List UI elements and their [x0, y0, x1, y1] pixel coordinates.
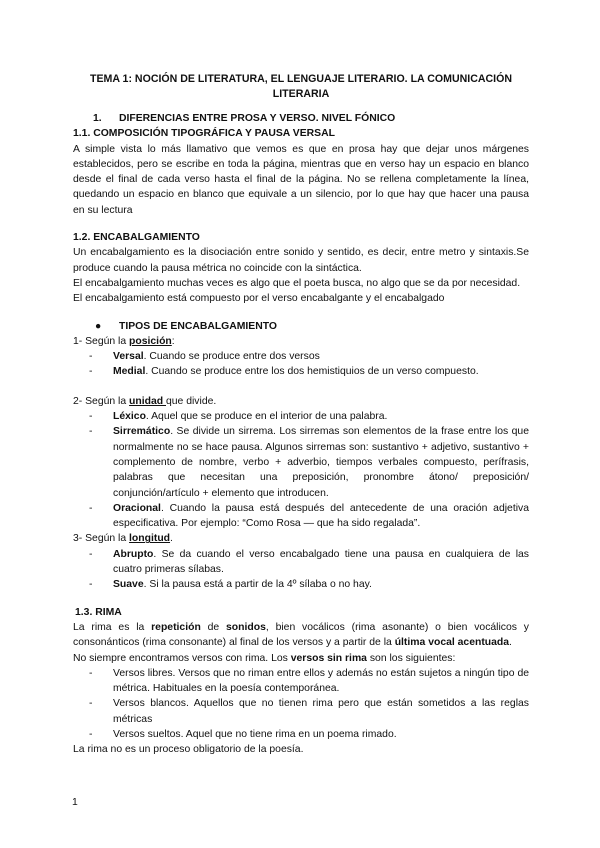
- dash-marker: -: [89, 698, 93, 710]
- section-number: 1.: [93, 113, 102, 124]
- group-prefix: 2- Según la: [73, 395, 130, 407]
- paragraph-rima-closing: La rima no es un proceso obligatorio de la poesía.: [73, 744, 304, 756]
- list-item: [89, 409, 529, 424]
- item-term: Versal: [113, 351, 144, 363]
- list-item: [89, 696, 529, 727]
- subsection-heading-1-1: 1.1. COMPOSICIÓN TIPOGRÁFICA Y PAUSA VERSAL: [73, 128, 335, 140]
- list-item: [89, 364, 529, 379]
- group-longitud-list: [73, 547, 529, 593]
- item-text: . Cuando se produce entre los dos hemistiquios de un verso compuesto.: [145, 366, 479, 378]
- versos-sin-rima-list: [73, 666, 529, 742]
- paragraph-composicion: A simple vista lo más llamativo que vemos es que en prosa hay que dejar unos márgenes establecidos, pero se escribe en toda la página, mientras que en verso hay un espacio en blanco desde el final de cada verso hasta el final de la página. No se rellena completamente la línea, quedando un espacio en blanco que equivale a un silencio, por lo que hay que hacer una pausa en su lectura: [73, 143, 529, 216]
- dash-marker: -: [89, 351, 93, 363]
- list-item: [89, 501, 529, 532]
- paragraph-rima-1: La rima es la repetición de sonidos, bien vocálicos (rima asonante) o bien vocálicos y consonánticos (rima consonante) al final de los versos y a partir de la última vocal acentuada.: [73, 621, 529, 649]
- item-text: Versos blancos. Aquellos que no tienen rima pero que están sometidos a las reglas métricas: [113, 698, 529, 725]
- group-posicion-list: [73, 349, 529, 380]
- item-text: . Se divide un sirrema. Los sirremas son elementos de la frase entre los que normalmente no se hace pausa. Algunos sirremas son: sustantivo + adjetivo, sustantivo + complemento de nombre, verbo + adverbio, tiempos verbales compuesto, perífrasis, palabras que necesitan una preposición, pronombre átono/ preposición/ conjunción/artículo + elemento que introducen.: [113, 426, 529, 499]
- document-body: [73, 72, 529, 758]
- paragraph-rima-2: No siempre encontramos versos con rima. Los versos sin rima son los siguientes:: [73, 652, 456, 664]
- dash-marker: -: [89, 411, 93, 423]
- bullet-icon: ●: [95, 320, 102, 332]
- group-prefix: 1- Según la: [73, 335, 130, 347]
- dash-marker: -: [89, 548, 93, 560]
- item-text: Versos sueltos. Aquel que no tiene rima en un poema rimado.: [113, 728, 397, 740]
- section-title: DIFERENCIAS ENTRE PROSA Y VERSO. NIVEL FÓNICO: [119, 113, 396, 124]
- paragraph-encabalgamiento-2: El encabalgamiento muchas veces es algo que el poeta busca, no algo que se da por necesidad.: [73, 277, 521, 289]
- dash-marker: -: [89, 426, 93, 438]
- item-text: . Se da cuando el verso encabalgado tiene una pausa en cualquiera de las cuatro primeras sílabas.: [113, 548, 529, 576]
- group-suffix: .: [170, 533, 173, 545]
- tipos-heading: [95, 319, 529, 334]
- group-key: longitud: [129, 533, 171, 545]
- item-text: . Si la pausa está a partir de la 4º sílaba o no hay.: [143, 579, 372, 591]
- item-term: Sirremático: [113, 426, 171, 438]
- paragraph-encabalgamiento-3: El encabalgamiento está compuesto por el verso encabalgante y el encabalgado: [73, 293, 445, 305]
- subsection-heading-1-3: 1.3. RIMA: [75, 606, 122, 618]
- group-suffix: :: [171, 335, 175, 347]
- list-item: [89, 666, 529, 697]
- paragraph-encabalgamiento-1: Un encabalgamiento es la disociación entre sonido y sentido, es decir, entre metro y sintaxis.Se produce cuando la pausa métrica no coincide con la sintáctica.: [73, 247, 529, 274]
- tipos-heading-text: TIPOS DE ENCABALGAMIENTO: [119, 320, 277, 332]
- group-unidad-list: [73, 409, 529, 531]
- item-text: . Cuando la pausa está después del antecedente de una oración adjetiva especificativa. Por ejemplo: “Como Rosa — que ha sido regalada”.: [113, 502, 529, 530]
- item-term: Suave: [113, 579, 144, 591]
- dash-marker: -: [89, 728, 93, 740]
- page-number: 1: [72, 797, 78, 808]
- list-item: [89, 547, 529, 578]
- group-suffix: que divide.: [166, 395, 217, 407]
- dash-marker: -: [89, 579, 93, 591]
- item-term: Léxico: [113, 411, 146, 423]
- item-term: Oracional: [113, 502, 161, 514]
- item-text: Versos libres. Versos que no riman entre ellos y además no están sujetos a ningún tipo de métrica. Habituales en la poesía contemporánea.: [113, 667, 529, 695]
- item-text: . Cuando se produce entre dos versos: [143, 351, 320, 363]
- group-key: posición: [129, 335, 172, 347]
- list-item: [89, 349, 529, 364]
- list-item: [89, 727, 529, 742]
- dash-marker: -: [89, 502, 93, 514]
- item-term: Abrupto: [113, 548, 154, 560]
- group-prefix: 3- Según la: [73, 533, 130, 545]
- item-text: . Aquel que se produce en el interior de una palabra.: [145, 411, 388, 423]
- dash-marker: -: [89, 366, 93, 378]
- section-heading: [93, 111, 529, 126]
- list-item: [89, 577, 529, 592]
- group-posicion-label: [73, 334, 529, 349]
- group-key: unidad: [129, 395, 166, 407]
- list-item: [89, 424, 529, 500]
- group-unidad-label: [73, 394, 529, 409]
- document-title: TEMA 1: NOCIÓN DE LITERATURA, EL LENGUAJE LITERARIO. LA COMUNICACIÓN LITERARIA: [90, 73, 512, 100]
- group-longitud-label: [73, 531, 529, 546]
- item-term: Medial: [113, 366, 146, 378]
- dash-marker: -: [89, 667, 93, 679]
- subsection-heading-1-2: 1.2. ENCABALGAMIENTO: [73, 232, 200, 244]
